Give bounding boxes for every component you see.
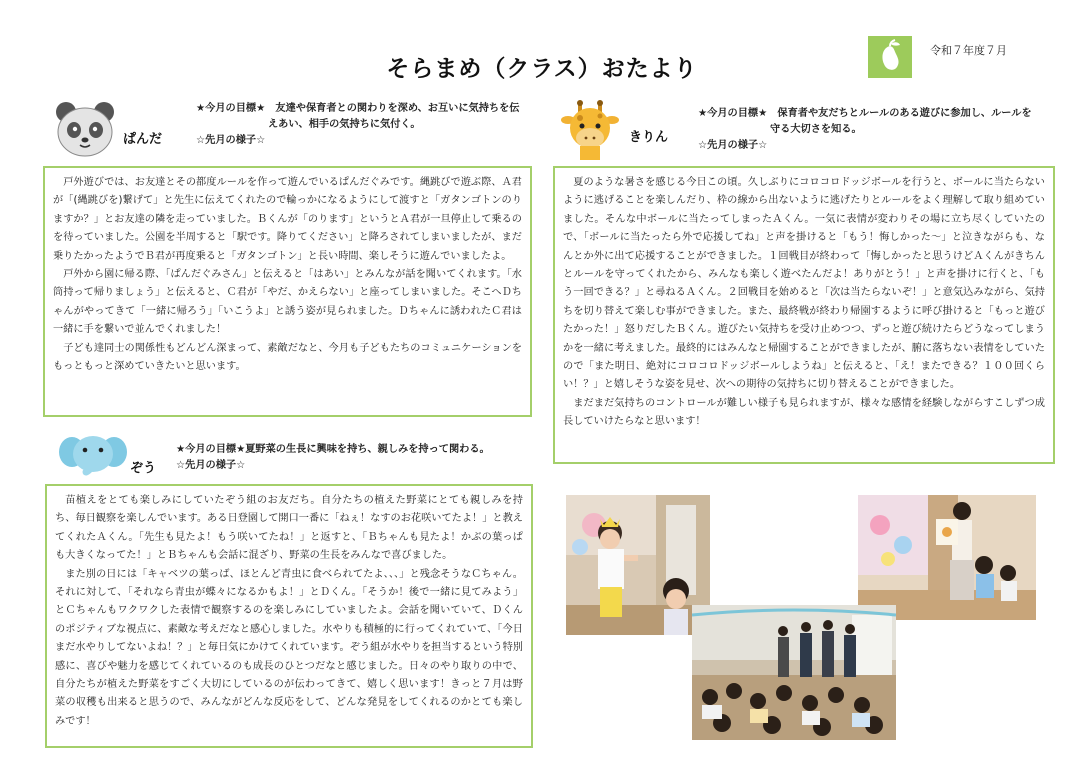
zou-last-month: ☆先月の様子☆ [176,460,246,471]
kirin-goal-line2: 守る大切さを知る。 [770,124,862,135]
photo-class-group [692,605,896,740]
page-title: そらまめ（クラス）おたより [386,56,698,82]
panda-goal-line1: ★今月の目標★ 友達や保育者との関わりを深め、お互いに気持ちを伝 [196,103,520,114]
panda-goal-line2: えあい、相手の気持ちに気付く。 [268,119,421,130]
panda-report-box [43,166,532,417]
panda-last-month: ☆先月の様子☆ [196,135,266,146]
kirin-paragraph: まだまだ気持ちのコントロールが難しい様子も見られますが、様々な感情を経験しながらすこしずつ成長していけたらなと思います！ [563,397,1045,428]
panda-paragraph: 戸外から園に帰る際、「ぱんだぐみさん」と伝えると「はあい」とみんなが話を聞いてくれます。「水筒持って帰りましょう」と伝えると、Ｃ君が「やだ、かえらない」と座ってしまいました。そこへＤちゃんがやってきて「一緒に帰ろう」「いこうよ」と誘う姿が見られました。Ｄちゃんに誘われたＣ君は一緒に手を繋いで並んでくれました！ [53,269,522,336]
zou-report-box [45,484,533,748]
pea-logo-icon [868,36,912,78]
panda-paragraph: 子ども達同士の関係性もどんどん深まって、素敵だなと、今月も子どもたちのコミュニケーションをもっともっと深めていきたいと思います。 [53,342,522,373]
panda-paragraph: 戸外遊びでは、お友達とその都度ルールを作って遊んでいるぱんだぐみです。縄跳びで遊ぶ際、Ａ君が「(縄跳びを)繋げて」と先生に伝えてくれたので輪っかになるようにして渡すと「ガタンゴトンのりますか？」とお友達の隣を走っていました。Ｂくんが「のります」というとＡ君が一旦停止して乗るのを待っていました。公園を半周すると「駅です。降りてください」と降ろされてしまいましたが、まだ乗りたかったようでＢ君が再度乗ると「ガタンゴトン」と長い時間、楽しそうに遊んでいましたよ。 [53,177,522,262]
issue-date: 令和７年度７月 [930,44,1007,57]
photo-teacher-with-book [858,495,1036,620]
photo-child-with-crown [566,495,710,635]
zou-paragraph: 苗植えをとても楽しみにしていたぞう組のお友だち。自分たちの植えた野菜にとても親しみを持ち、毎日観察を楽しんでいます。ある日登園して開口一番に「ねぇ！なすのお花咲いてたよ！」と教えてくれたＡくん。「先生も見たよ！もう咲いてたね！」と返すと、「Ｂちゃんも見たよ！かぶの葉っぱも大きくなってた！」とＢちゃんも会話に混ざり、野菜の生長をみんなで喜びました。 [55,495,523,562]
panda-goal [196,101,536,149]
panda-class-name: ぱんだ [123,132,163,147]
kirin-goal-line1: ★今月の目標★ 保育者や友だちとルールのある遊びに参加し、ルールを [698,108,1032,119]
elephant-icon [58,432,128,478]
kirin-paragraph: 夏のような暑さを感じる今日この頃。久しぶりにコロコロドッジボールを行うと、ボールに当たらないように逃げることを楽しんだり、枠の線から出ないように逃げたりとルールをよく理解して取り組めていました。そんな中ボールに当たってしまったＡくん。一気に表情が変わりその場に立ち尽くしていたので、「ボールに当たったら外で応援してね」と声を掛けると「もう！悔しかった～」と泣きながらも、なんとか外に出て応援することができました。１回戦目が終わって「悔しかったと思うけどＡくんがきちんとルールを守ってくれたから、みんなも楽しく遊べたんだよ！ありがとう！」と声を掛けに行くと、「もう一回できる？」と尋ねるＡくん。２回戦目を始めると「次は当たらないぞ！」と意気込みながら、気持ちを切り替えて楽しむ事ができました。また、最終戦が終わり帰園するように呼び掛けると「もっと遊びたかった！」怒りだしたＢくん。遊びたい気持ちを受け止めつつ、ずっと遊び続けたらどうなってしまうかを一緒に考えました。最終的にはみんなと帰園することができましたが、腑に落ちない表情をしていたので「また明日、絶対にコロコロドッジボールしようね」と伝えると、「え！またできる？１００回くらい！？」と嬉しそうな姿を見せ、次への期待の気持ちに切り替えることができました。 [563,177,1045,391]
zou-goal [176,442,536,474]
kirin-goal [698,106,1053,154]
kirin-class-name: きりん [629,130,669,145]
kirin-last-month: ☆先月の様子☆ [698,140,768,151]
panda-icon [54,100,116,158]
zou-class-name: ぞう [130,461,157,476]
giraffe-icon [560,100,620,160]
kirin-report-box [553,166,1055,464]
zou-goal-line1: ★今月の目標★夏野菜の生長に興味を持ち、親しみを持って関わる。 [176,444,490,455]
zou-paragraph: また別の日には「キャベツの葉っば、ほとんど青虫に食べられてたよ、、、」と残念そうなＣちゃん。それに対して、「それなら青虫が蝶々になるかもよ！」とＤくん。「そうか！後で一緒に見てみよう」とＣちゃんもワクワクした表情で観察するのを楽しみにしていましたよ。会話を聞いていて、Ｄくんのポジティブな視点に、素敵な考えだなと感心しました。水やりも積極的に行ってくれていて、「今日まだ水やりしてないよね！？」と毎日気にかけてくれています。ぞう組が水やりを担当するという特別感に、喜びや魅力を感じてくれているのも成長のひとつだなと感じました。日々のやり取りの中で、自分たちが植えた野菜をすごく大切にしているのが伝わってきて、嬉しく思います！きっと７月は野菜の収穫も出来ると思うので、みんながどんな反応をして、どんな発見をしてくれるのかとても楽しみです！ [55,568,523,727]
